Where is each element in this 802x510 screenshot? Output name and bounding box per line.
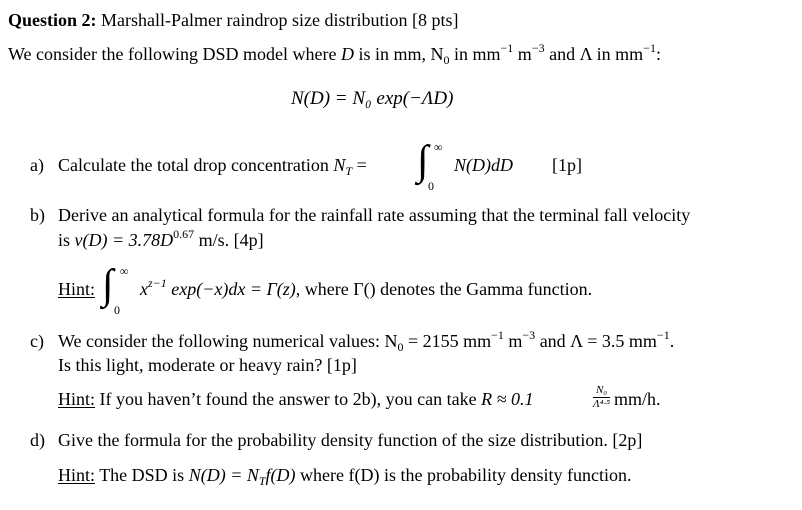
part-c-text: . [669,331,675,351]
part-d-line1: Give the formula for the probability density function of the size distribution. [2p] [58,430,643,450]
part-c-line2: Is this light, moderate or heavy rain? [1p] [58,355,357,375]
part-b-hint-tail: , where Γ() denotes the Gamma function. [295,279,593,299]
part-c-hint-label: Hint: [58,389,96,409]
part-b-line1: Derive an analytical formula for the rainfall rate assuming that the terminal fall velocity [58,205,691,225]
intro-part: m [513,44,532,64]
part-d-hint [58,465,632,488]
part-a-integrand: N(D)dD [454,155,513,175]
intro-sup: −3 [531,41,545,55]
question-title-text: Marshall-Palmer raindrop size distribution [8 pts] [96,10,459,30]
question-label: Question 2: [8,10,97,30]
part-d-sub-t: T [258,474,266,488]
part-c-sup: −1 [491,328,504,342]
part-c-sup: −3 [522,328,536,342]
intro-part: is in mm, N [353,44,444,64]
part-a-sentence: Calculate the total drop concentration [58,155,334,175]
integral-lower-b: 0 [114,303,120,317]
part-c-text: m [503,331,523,351]
part-c-line1 [58,328,675,354]
integral-upper-a: ∞ [434,140,443,154]
part-b-hint-rest: exp(−x)dx = Γ(z) [166,279,296,299]
part-a-nt: N [333,155,346,175]
part-b-hint-label: Hint: [58,279,96,299]
part-a-sub-t: T [345,164,353,178]
part-c-hint-text: If you haven’t found the answer to 2b), you can take [95,389,482,409]
fraction-numerator: N₀ [593,385,610,398]
part-c-r: R ≈ 0.1 [481,389,534,409]
main-equation: N(D) = N₀ exp(−ΛD) [291,88,454,109]
part-c-text: We consider the following numerical values: N [58,331,398,351]
part-b-line2 [58,227,264,250]
intro-part: : [655,44,661,64]
part-b-units: m/s. [4p] [194,230,264,250]
question-title [8,11,458,29]
integral-lower-a: 0 [428,179,434,193]
intro-var-d: D [340,44,354,64]
integral-sign-b: ∫ [102,262,114,308]
part-b-is: is [58,230,75,250]
part-c-hint-unit: mm/h. [614,389,661,409]
intro-part: We consider the following DSD model where [8,44,341,64]
part-b-letter: b) [30,205,45,225]
part-d-letter: d) [30,430,45,450]
intro-text [8,41,661,67]
part-a-equals: = [352,155,367,175]
part-d-eq: N(D) = N [188,465,259,485]
part-b-hint-formula [140,276,593,299]
part-b-x-exp: z−1 [148,276,167,290]
part-a-text [58,155,367,178]
part-d-eq-f: f(D) [265,465,296,485]
part-a-letter: a) [30,155,44,175]
part-c-text: and Λ = 3.5 mm [535,331,657,351]
part-c-hint [58,390,533,408]
part-b-x: x [140,279,148,299]
fraction-denominator: Λ⁴·⁵ [593,398,611,410]
integral-sign-a: ∫ [417,138,429,184]
intro-sup: −1 [643,41,656,55]
part-b-velocity-exp: 0.67 [173,227,195,241]
part-d-hint-text: The DSD is [95,465,189,485]
part-b-velocity: v(D) = 3.78D [74,230,174,250]
part-c-fraction [593,385,610,410]
part-d-hint-label: Hint: [58,465,96,485]
part-d-hint-tail: where f(D) is the probability density function. [295,465,632,485]
part-c-sup: −1 [656,328,670,342]
part-c-text: = 2155 mm [403,331,492,351]
intro-sub: 0 [443,53,450,67]
integral-upper-b: ∞ [120,264,129,278]
part-a-points: [1p] [552,155,582,175]
intro-part: and Λ in mm [544,44,644,64]
intro-part: in mm [449,44,501,64]
part-c-letter: c) [30,331,44,351]
intro-sup: −1 [500,41,514,55]
part-c-sub: 0 [397,340,404,354]
